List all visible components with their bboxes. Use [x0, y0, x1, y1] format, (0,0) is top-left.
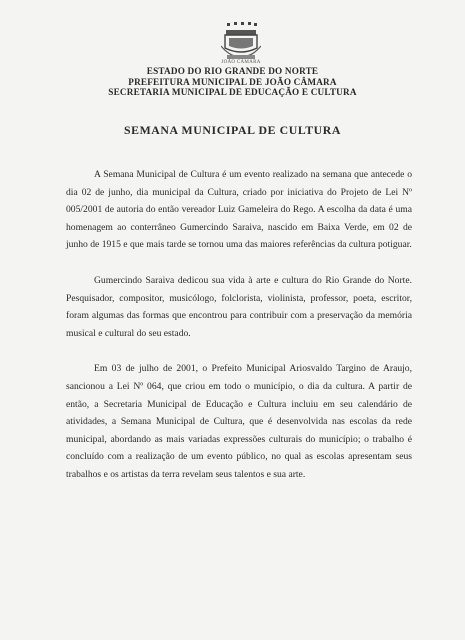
paragraph-2: Gumercindo Saraiva dedicou sua vida à arte e cultura do Rio Grande do Norte. Pesquisador, compositor, musicólogo, folclorista, violinista, professor, poeta, escritor, foram algumas das formas que encontrou para contribuir com a preservação da memória musical e cultural do seu estado. [66, 274, 412, 339]
coat-of-arms-icon [221, 22, 261, 64]
letterhead [0, 66, 465, 98]
letterhead-secretariat: SECRETARIA MUNICIPAL DE EDUCAÇÃO E CULTURA [108, 87, 357, 98]
letterhead-state: ESTADO DO RIO GRANDE DO NORTE [146, 66, 319, 76]
paragraph-1: A Semana Municipal de Cultura é um evento realizado na semana que antecede o dia 02 de junho, dia municipal da Cultura, criado por iniciativa do Projeto de Lei Nº 005/2001 de autoria do então vereador Luiz Gameleira do Rego. A escolha da data é uma homenagem ao conterrâneo Gumercindo Saraiva, nascido em Baixa Verde, em 02 de junho de 1915 e que mais tarde se tornou uma das maiores referências da cultura potiguar. [66, 169, 412, 251]
document-title: SEMANA MUNICIPAL DE CULTURA [123, 123, 342, 137]
paragraph-3: Em 03 de julho de 2001, o Prefeito Municipal Ariosvaldo Targino de Araujo, sancionou a Lei Nº 064, que criou em todo o município, o dia da cultura. A partir de então, a Secretaria Municipal de Educação e Cultura incluiu em seu calendário de atividades, a Semana Municipal de Cultura, que é desenvolvida nas escolas da rede municipal, abordando as mais variadas expressões culturais do município; o trabalho é concluído com a realização de um evento público, no qual as escolas apresentam seus trabalhos e os artistas da terra revelam seus talentos e sua arte. [66, 363, 412, 480]
document-body [66, 166, 412, 502]
letterhead-prefecture: PREFEITURA MUNICIPAL DE JOÃO CÂMARA [128, 76, 337, 87]
crest-motto: JOÃO CÂMARA [221, 60, 261, 65]
